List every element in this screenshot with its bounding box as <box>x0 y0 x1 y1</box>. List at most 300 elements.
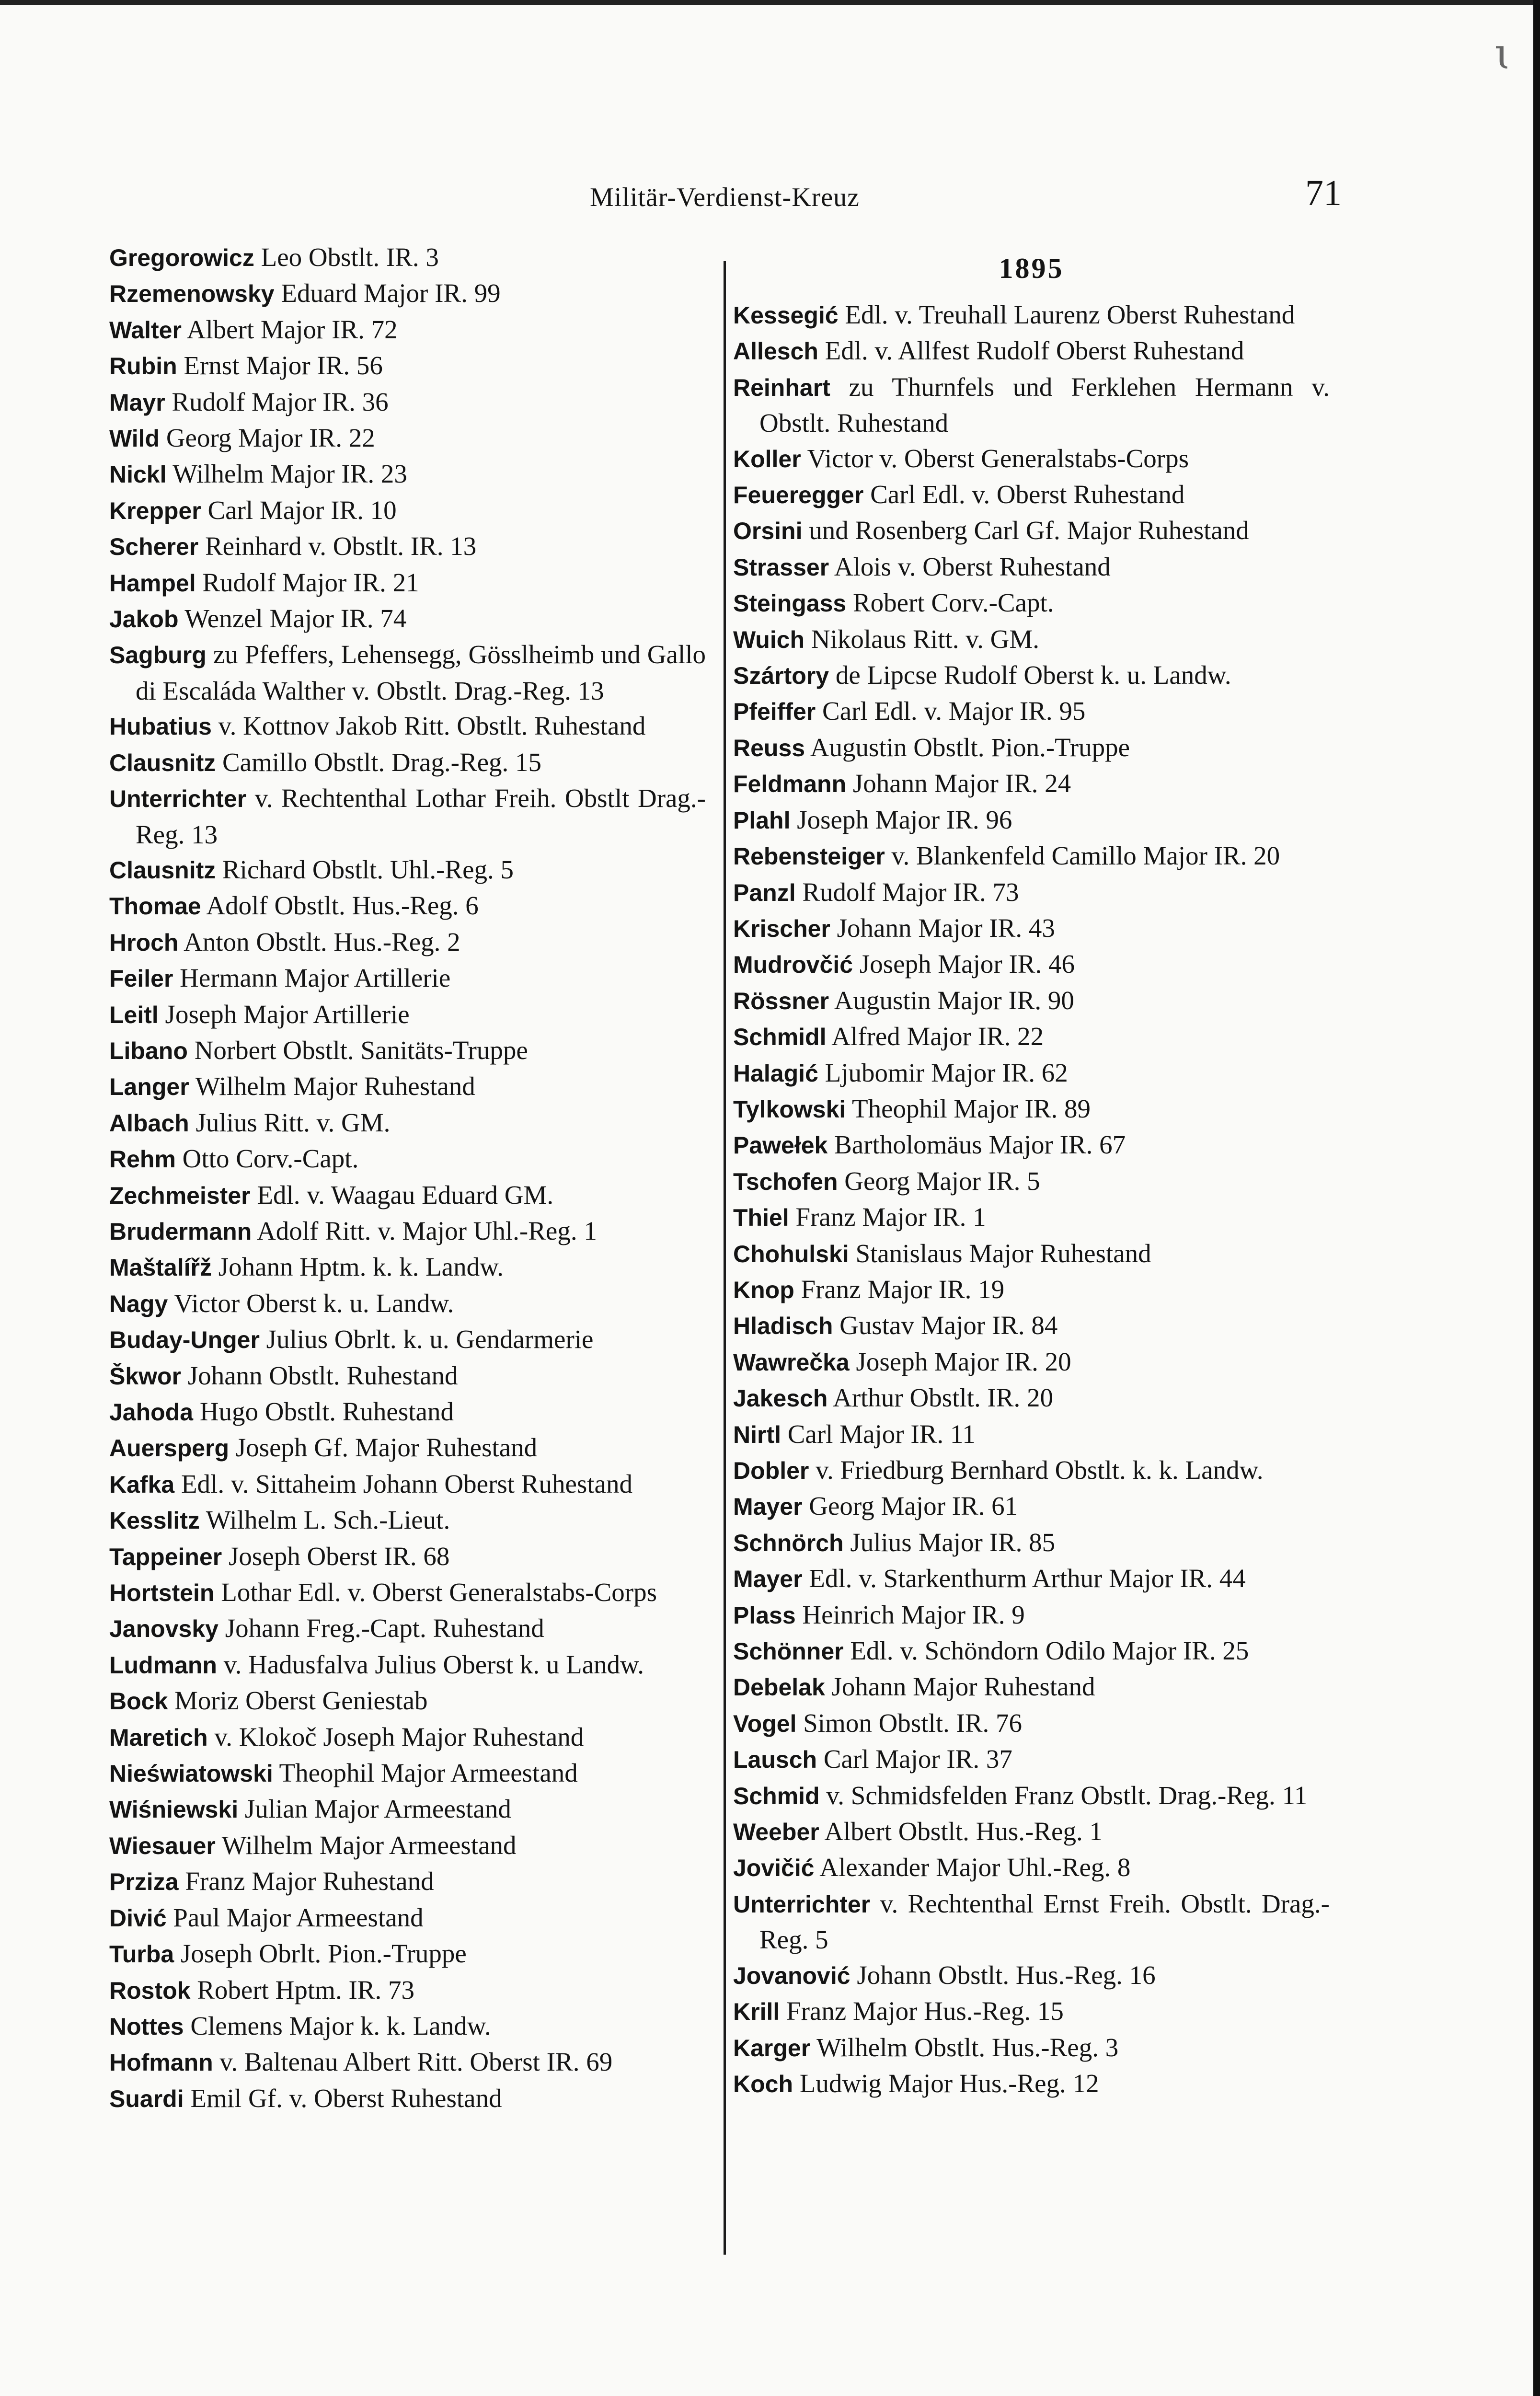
entry-details: Julius Major IR. 85 <box>843 1527 1056 1557</box>
entry-details: v. Blankenfeld Camillo Major IR. 20 <box>885 841 1280 871</box>
list-entry <box>109 1972 706 2008</box>
entry-details: Albert Major IR. 72 <box>181 314 398 344</box>
list-entry <box>733 1525 1330 1561</box>
list-entry <box>733 1886 1330 1958</box>
list-entry <box>733 585 1330 621</box>
entry-details: Nikolaus Ritt. v. GM. <box>804 624 1040 654</box>
entry-details: Joseph Major IR. 20 <box>849 1347 1071 1376</box>
entry-details: und Rosenberg Carl Gf. Major Ruhestand <box>802 516 1249 545</box>
entry-details: Franz Major Ruhestand <box>178 1866 434 1896</box>
list-entry <box>109 493 706 529</box>
entry-surname: Koch <box>733 2070 793 2097</box>
list-entry <box>109 960 706 996</box>
list-entry <box>733 766 1330 802</box>
entry-surname: Bock <box>109 1688 168 1715</box>
list-entry <box>733 369 1330 441</box>
entry-surname: Mudrovčić <box>733 951 853 979</box>
entry-surname: Allesch <box>733 338 818 365</box>
entry-surname: Buday-Unger <box>109 1326 260 1354</box>
list-entry <box>733 1272 1330 1308</box>
entry-surname: Janovsky <box>109 1615 218 1643</box>
running-title: Militär-Verdienst-Kreuz <box>589 183 860 212</box>
entry-surname: Koller <box>733 445 801 472</box>
list-entry <box>733 513 1330 549</box>
entry-surname: Thomae <box>109 893 201 920</box>
entry-surname: Turba <box>109 1941 174 1968</box>
entry-surname: Mayr <box>109 389 165 416</box>
list-entry <box>733 477 1330 513</box>
list-entry <box>733 333 1330 369</box>
list-entry <box>733 1236 1330 1272</box>
entry-surname: Reinhart <box>733 374 830 401</box>
entry-surname: Feiler <box>109 965 173 992</box>
list-entry <box>109 2008 706 2044</box>
entry-surname: Szártory <box>733 662 829 690</box>
entry-details: Hermann Major Artillerie <box>173 963 451 993</box>
entry-surname: Suardi <box>109 2085 184 2112</box>
entry-surname: Krill <box>733 1998 780 2026</box>
entry-surname: Thiel <box>733 1204 789 1232</box>
entry-surname: Jovičić <box>733 1855 815 1882</box>
list-entry <box>733 297 1330 333</box>
list-entry <box>733 910 1330 946</box>
entry-surname: Tschofen <box>733 1168 838 1195</box>
corner-pencil-mark: ɩ <box>1494 29 1511 79</box>
list-entry <box>109 1033 706 1069</box>
list-entry <box>109 529 706 564</box>
list-entry <box>109 1502 706 1538</box>
list-entry <box>109 888 706 924</box>
list-entry <box>109 348 706 384</box>
entry-details: Edl. v. Sittaheim Johann Oberst Ruhestand <box>174 1469 632 1498</box>
entry-details: Arthur Obstlt. IR. 20 <box>827 1383 1053 1413</box>
entry-details: Ludwig Major Hus.-Reg. 12 <box>793 2068 1099 2098</box>
entry-details: Moriz Oberst Geniestab <box>168 1686 428 1716</box>
entry-surname: Prziza <box>109 1868 179 1896</box>
entry-surname: Nirtl <box>733 1421 781 1448</box>
entry-details: Franz Major IR. 1 <box>789 1202 986 1232</box>
entry-surname: Hampel <box>109 569 196 597</box>
entry-surname: Clausnitz <box>109 856 216 884</box>
list-entry <box>733 1199 1330 1235</box>
list-entry <box>109 708 706 744</box>
list-entry <box>109 1069 706 1105</box>
entry-surname: Jakesch <box>733 1385 828 1412</box>
entry-surname: Wuich <box>733 626 805 653</box>
entry-details: Wenzel Major IR. 74 <box>178 604 407 634</box>
list-entry <box>109 745 706 781</box>
entry-details: Julian Major Armeestand <box>238 1794 511 1824</box>
entry-surname: Krepper <box>109 497 201 524</box>
entry-details: Alexander Major Uhl.-Reg. 8 <box>814 1853 1131 1882</box>
entry-surname: Rubin <box>109 353 177 380</box>
list-entry <box>733 1452 1330 1488</box>
entry-details: Adolf Ritt. v. Major Uhl.-Reg. 1 <box>252 1216 597 1245</box>
list-entry <box>733 441 1330 477</box>
entry-details: Carl Edl. v. Oberst Ruhestand <box>863 480 1185 509</box>
entry-surname: Wild <box>109 425 160 452</box>
list-entry <box>109 1719 706 1755</box>
entry-surname: Škwor <box>109 1362 182 1390</box>
entry-details: Rudolf Major IR. 36 <box>165 387 389 416</box>
entry-surname: Lausch <box>733 1746 817 1774</box>
entry-surname: Brudermann <box>109 1218 252 1245</box>
list-entry <box>733 946 1330 982</box>
list-entry <box>109 2044 706 2080</box>
list-entry <box>109 1105 706 1141</box>
entry-surname: Feldmann <box>733 771 847 798</box>
entry-surname: Schnörch <box>733 1529 844 1556</box>
entry-details: Lothar Edl. v. Oberst Generalstabs-Corps <box>214 1578 657 1607</box>
list-entry <box>109 1864 706 1900</box>
entry-details: Wilhelm Major Armeestand <box>215 1830 517 1860</box>
entry-surname: Wawrečka <box>733 1348 850 1376</box>
entry-details: Georg Major IR. 61 <box>802 1491 1018 1521</box>
entry-surname: Unterrichter <box>733 1890 871 1918</box>
list-entry <box>733 838 1330 874</box>
list-entry <box>733 1958 1330 1993</box>
entry-details: Augustin Obstlt. Pion.-Truppe <box>805 732 1130 762</box>
entry-details: v. Rechtenthal Lothar Freih. Obstlt Drag.-Reg. 13 <box>136 783 706 849</box>
list-entry <box>733 1344 1330 1380</box>
list-entry <box>109 1213 706 1249</box>
entry-details: v. Baltenau Albert Ritt. Oberst IR. 69 <box>213 2047 613 2077</box>
entry-details: Otto Corv.-Capt. <box>175 1144 359 1174</box>
list-entry <box>733 622 1330 657</box>
list-entry <box>109 456 706 492</box>
entry-details: Carl Major IR. 11 <box>781 1419 976 1449</box>
list-entry <box>109 1936 706 1972</box>
entry-surname: Nieświatowski <box>109 1760 273 1787</box>
list-entry <box>733 1380 1330 1416</box>
list-entry <box>109 601 706 637</box>
entry-details: Norbert Obstlt. Sanitäts-Truppe <box>187 1035 528 1065</box>
right-column <box>733 240 1330 2102</box>
entry-surname: Pfeiffer <box>733 698 816 726</box>
entry-surname: Rehm <box>109 1146 176 1173</box>
entry-details: Theophil Major IR. 89 <box>846 1094 1091 1123</box>
entry-surname: Kessegić <box>733 302 839 329</box>
entry-details: Paul Major Armeestand <box>166 1902 424 1932</box>
list-entry <box>109 924 706 960</box>
entry-surname: Plahl <box>733 806 791 834</box>
list-entry <box>733 1778 1330 1814</box>
list-entry <box>109 1141 706 1177</box>
entry-surname: Mayer <box>733 1566 803 1593</box>
entry-surname: Pawełek <box>733 1132 828 1159</box>
list-entry <box>109 852 706 888</box>
entry-surname: Zechmeister <box>109 1182 251 1209</box>
entry-details: Emil Gf. v. Oberst Ruhestand <box>184 2083 502 2113</box>
entry-details: Anton Obstlt. Hus.-Reg. 2 <box>178 927 460 956</box>
entry-details: v. Rechtenthal Ernst Freih. Obstlt. Drag.-Reg. 5 <box>759 1889 1330 1955</box>
entry-surname: Nagy <box>109 1290 168 1317</box>
list-entry <box>733 1993 1330 2029</box>
entry-details: Johann Major Ruhestand <box>825 1672 1095 1702</box>
list-entry <box>109 1755 706 1791</box>
entry-surname: Jovanović <box>733 1962 850 1989</box>
list-entry <box>109 1611 706 1647</box>
entry-surname: Hofmann <box>109 2049 213 2076</box>
list-entry <box>109 781 706 852</box>
entry-details: Franz Major Hus.-Reg. 15 <box>780 1996 1064 2026</box>
entry-surname: Nickl <box>109 461 167 488</box>
entry-surname: Karger <box>733 2034 811 2062</box>
entry-surname: Scherer <box>109 533 199 561</box>
entry-details: Johann Freg.-Capt. Ruhestand <box>218 1613 544 1643</box>
entry-surname: Chohulski <box>733 1240 849 1267</box>
entry-details: Johann Obstlt. Hus.-Reg. 16 <box>850 1960 1156 1990</box>
list-entry <box>109 997 706 1033</box>
entry-surname: Vogel <box>733 1710 797 1737</box>
entry-details: zu Pfeffers, Lehensegg, Gösslheimb und Gallo di Escaláda Walther v. Obstlt. Drag.-Reg. 13 <box>136 640 706 705</box>
entry-details: Johann Obstlt. Ruhestand <box>181 1360 458 1390</box>
entry-surname: Tylkowski <box>733 1095 846 1123</box>
list-entry <box>109 1177 706 1213</box>
list-entry <box>733 1163 1330 1199</box>
entry-surname: Unterrichter <box>109 785 247 813</box>
entry-details: Alfred Major IR. 22 <box>826 1022 1044 1051</box>
entry-surname: Strasser <box>733 553 829 581</box>
entry-details: Eduard Major IR. 99 <box>274 278 501 308</box>
list-entry <box>733 1705 1330 1741</box>
list-entry <box>733 657 1330 693</box>
list-entry <box>109 1683 706 1719</box>
entry-details: Joseph Major IR. 96 <box>790 805 1012 834</box>
entry-details: Bartholomäus Major IR. 67 <box>827 1130 1126 1160</box>
list-entry <box>109 312 706 348</box>
entry-details: v. Schmidsfelden Franz Obstlt. Drag.-Reg. 11 <box>819 1780 1308 1810</box>
list-entry <box>109 1286 706 1322</box>
list-entry <box>109 276 706 311</box>
entry-details: v. Friedburg Bernhard Obstlt. k. k. Landw. <box>809 1455 1264 1485</box>
list-entry <box>733 2030 1330 2066</box>
entry-surname: Schmid <box>733 1782 820 1809</box>
entry-surname: Clausnitz <box>109 749 216 776</box>
list-entry <box>109 1249 706 1285</box>
list-entry <box>109 384 706 420</box>
entry-details: zu Thurnfels und Ferklehen Hermann v. Obstlt. Ruhestand <box>759 372 1330 438</box>
list-entry <box>733 1669 1330 1705</box>
entry-details: Wilhelm L. Sch.-Lieut. <box>199 1505 450 1535</box>
entry-details: Johann Hptm. k. k. Landw. <box>211 1252 504 1282</box>
list-entry <box>733 1850 1330 1886</box>
list-entry <box>109 1539 706 1575</box>
list-entry <box>733 1741 1330 1777</box>
entry-details: Edl. v. Treuhall Laurenz Oberst Ruhestand <box>838 300 1295 329</box>
entry-surname: Rebensteiger <box>733 843 885 870</box>
list-entry <box>109 240 706 276</box>
entry-details: v. Kottnov Jakob Ritt. Obstlt. Ruhestand <box>211 711 646 741</box>
entry-details: v. Klokoč Joseph Major Ruhestand <box>207 1722 584 1751</box>
entry-surname: Maretich <box>109 1724 208 1751</box>
entry-surname: Ludmann <box>109 1651 217 1679</box>
entry-surname: Rössner <box>733 987 829 1014</box>
list-entry <box>109 1647 706 1683</box>
list-entry <box>733 1019 1330 1055</box>
list-entry <box>733 1814 1330 1850</box>
entry-details: Victor v. Oberst Generalstabs-Corps <box>801 443 1189 473</box>
page-number: 71 <box>1305 173 1342 213</box>
list-entry <box>109 420 706 456</box>
entry-surname: Knop <box>733 1276 794 1303</box>
entry-surname: Jakob <box>109 606 179 633</box>
list-entry <box>733 1561 1330 1597</box>
entry-details: Theophil Major Armeestand <box>273 1758 578 1788</box>
entry-details: Julius Ritt. v. GM. <box>189 1107 391 1137</box>
list-entry <box>109 637 706 708</box>
entry-surname: Mayer <box>733 1493 803 1521</box>
entry-details: Camillo Obstlt. Drag.-Reg. 15 <box>216 747 542 777</box>
entry-surname: Weeber <box>733 1819 819 1846</box>
entry-details: Joseph Gf. Major Ruhestand <box>229 1433 538 1463</box>
entry-surname: Nottes <box>109 2013 184 2040</box>
entry-surname: Hroch <box>109 929 179 956</box>
entry-details: Edl. v. Schöndorn Odilo Major IR. 25 <box>843 1636 1249 1666</box>
list-entry <box>733 875 1330 910</box>
entry-details: Georg Major IR. 22 <box>160 423 375 453</box>
entry-details: Franz Major IR. 19 <box>794 1274 1005 1304</box>
entry-details: Augustin Major IR. 90 <box>829 985 1074 1015</box>
entry-details: Wilhelm Major Ruhestand <box>189 1071 475 1101</box>
entry-surname: Rostok <box>109 1977 191 2004</box>
entry-surname: Hortstein <box>109 1579 215 1607</box>
list-entry <box>733 693 1330 729</box>
entry-details: Edl. v. Starkenthurm Arthur Major IR. 44 <box>802 1564 1246 1593</box>
list-entry <box>109 1828 706 1864</box>
entry-surname: Panzl <box>733 879 796 906</box>
entry-details: v. Hadusfalva Julius Oberst k. u Landw. <box>217 1649 644 1679</box>
entry-details: Johann Major IR. 43 <box>830 913 1055 943</box>
list-entry <box>733 730 1330 766</box>
entry-surname: Dobler <box>733 1457 809 1484</box>
entry-surname: Sagburg <box>109 642 207 669</box>
entry-details: Edl. v. Waagau Eduard GM. <box>250 1180 554 1210</box>
entry-details: Simon Obstlt. IR. 76 <box>796 1708 1023 1738</box>
entry-surname: Reuss <box>733 734 805 761</box>
left-column <box>109 240 706 2117</box>
entry-details: Leo Obstlt. IR. 3 <box>254 242 439 272</box>
entry-details: Julius Obrlt. k. u. Gendarmerie <box>259 1325 594 1354</box>
list-entry <box>733 1308 1330 1344</box>
entry-surname: Wiesauer <box>109 1832 216 1859</box>
entry-details: Carl Edl. v. Major IR. 95 <box>816 696 1086 726</box>
entry-details: Reinhard v. Obstlt. IR. 13 <box>198 531 477 561</box>
entry-details: Robert Corv.-Capt. <box>846 588 1054 618</box>
entry-surname: Schönner <box>733 1638 844 1665</box>
list-entry <box>109 1394 706 1430</box>
entry-details: Robert Hptm. IR. 73 <box>190 1975 414 2004</box>
entry-surname: Feueregger <box>733 482 864 509</box>
entry-surname: Maštalířž <box>109 1254 212 1281</box>
entry-surname: Kesslitz <box>109 1507 200 1534</box>
page-header <box>108 173 1342 225</box>
entry-surname: Halagić <box>733 1060 818 1087</box>
entry-surname: Hladisch <box>733 1313 833 1340</box>
list-entry <box>109 1791 706 1827</box>
entry-surname: Divić <box>109 1904 167 1932</box>
scan-edge-top <box>0 0 1540 5</box>
list-entry <box>109 1358 706 1394</box>
list-entry <box>733 802 1330 838</box>
entry-details: Wilhelm Obstlt. Hus.-Reg. 3 <box>810 2032 1119 2062</box>
list-entry <box>109 1900 706 1936</box>
entry-surname: Leitl <box>109 1001 159 1028</box>
entry-details: Alois v. Oberst Ruhestand <box>829 552 1111 581</box>
entry-details: Albert Obstlt. Hus.-Reg. 1 <box>819 1817 1103 1846</box>
entry-details: Gustav Major IR. 84 <box>833 1311 1058 1340</box>
list-entry <box>733 1127 1330 1163</box>
entry-surname: Steingass <box>733 590 847 617</box>
entry-details: Heinrich Major IR. 9 <box>795 1600 1025 1629</box>
list-entry <box>733 1055 1330 1091</box>
column-divider <box>724 261 726 2255</box>
entry-details: Hugo Obstlt. Ruhestand <box>193 1397 454 1426</box>
entry-surname: Libano <box>109 1037 188 1064</box>
entry-details: Ernst Major IR. 56 <box>177 351 383 380</box>
entry-details: Adolf Obstlt. Hus.-Reg. 6 <box>201 891 479 921</box>
entry-details: Carl Major IR. 10 <box>201 495 397 525</box>
entry-surname: Hubatius <box>109 713 212 740</box>
entry-details: Carl Major IR. 37 <box>817 1744 1012 1774</box>
entry-details: Joseph Oberst IR. 68 <box>222 1541 450 1571</box>
entry-surname: Krischer <box>733 915 830 942</box>
entry-surname: Walter <box>109 316 182 344</box>
entry-details: Georg Major IR. 5 <box>838 1166 1040 1196</box>
entry-surname: Jahoda <box>109 1399 194 1426</box>
entry-details: Edl. v. Allfest Rudolf Oberst Ruhestand <box>818 336 1244 366</box>
entry-surname: Orsini <box>733 518 803 545</box>
entry-surname: Tappeiner <box>109 1543 222 1570</box>
entry-surname: Schmidl <box>733 1024 827 1051</box>
entry-surname: Langer <box>109 1073 189 1101</box>
entry-surname: Plass <box>733 1601 796 1629</box>
list-entry <box>733 1597 1330 1633</box>
right-entries <box>733 297 1330 2102</box>
entry-details: Joseph Obrlt. Pion.-Truppe <box>174 1939 467 1969</box>
list-entry <box>109 2081 706 2117</box>
list-entry <box>733 549 1330 585</box>
list-entry <box>109 1322 706 1358</box>
entry-details: de Lipcse Rudolf Oberst k. u. Landw. <box>829 660 1231 690</box>
list-entry <box>733 1091 1330 1127</box>
entry-surname: Albach <box>109 1109 189 1137</box>
entry-surname: Gregorowicz <box>109 244 254 271</box>
list-entry <box>109 1466 706 1502</box>
entry-details: Johann Major IR. 24 <box>846 769 1071 798</box>
scan-edge-right <box>1533 0 1540 2396</box>
entry-surname: Rzemenowsky <box>109 280 275 308</box>
list-entry <box>109 1430 706 1466</box>
list-entry <box>733 1633 1330 1669</box>
entry-details: Joseph Major Artillerie <box>158 999 410 1029</box>
entry-details: Rudolf Major IR. 73 <box>795 877 1019 907</box>
list-entry <box>733 1488 1330 1524</box>
entry-details: Victor Oberst k. u. Landw. <box>168 1288 454 1318</box>
list-entry <box>109 1575 706 1611</box>
list-entry <box>733 983 1330 1019</box>
entry-details: Stanislaus Major Ruhestand <box>849 1238 1151 1268</box>
entry-details: Rudolf Major IR. 21 <box>195 567 419 597</box>
list-entry <box>733 2066 1330 2102</box>
entry-surname: Wiśniewski <box>109 1796 239 1823</box>
entry-surname: Auersperg <box>109 1435 230 1462</box>
year-heading: 1895 <box>999 253 1064 284</box>
entry-details: Clemens Major k. k. Landw. <box>184 2011 491 2040</box>
entry-surname: Debelak <box>733 1674 825 1701</box>
entry-surname: Kafka <box>109 1471 175 1498</box>
entry-details: Ljubomir Major IR. 62 <box>818 1058 1068 1087</box>
